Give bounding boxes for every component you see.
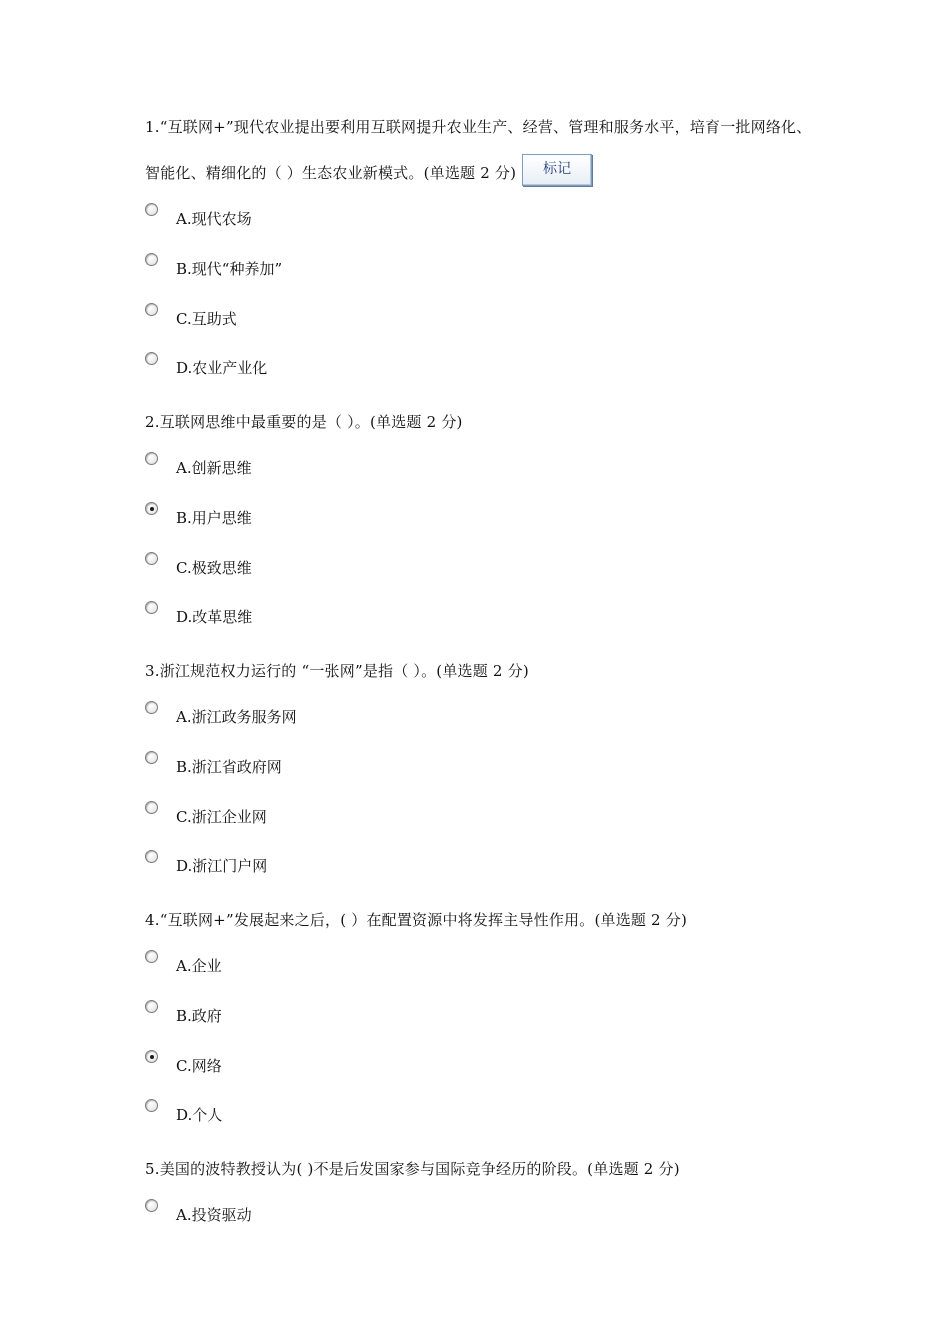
radio-button[interactable] — [145, 751, 158, 764]
q2-option-a[interactable] — [145, 452, 545, 488]
radio-button[interactable] — [145, 950, 158, 963]
q3-option-a[interactable] — [145, 701, 545, 737]
option-label: B.政府 — [176, 1007, 222, 1025]
question-1 — [145, 104, 825, 196]
q1-option-b[interactable] — [145, 253, 545, 289]
option-label: D.改革思维 — [176, 608, 253, 626]
q1-option-d[interactable] — [145, 352, 545, 388]
q1-option-c[interactable] — [145, 303, 545, 339]
option-label: A.投资驱动 — [176, 1206, 252, 1224]
question-2-text: 2.互联网思维中最重要的是（ ）。(单选题 2 分) — [145, 413, 463, 431]
q2-option-d[interactable] — [145, 601, 545, 637]
question-1-text: 1.“互联网+”现代农业提出要利用互联网提升农业生产、经营、管理和服务水平，培育一批网络化、智能化、精细化的（ ）生态农业新模式。(单选题 2 分) — [145, 118, 812, 182]
radio-button[interactable] — [145, 552, 158, 565]
option-label: B.浙江省政府网 — [176, 758, 282, 776]
radio-button[interactable] — [145, 203, 158, 216]
radio-button[interactable] — [145, 1199, 158, 1212]
option-label: D.农业产业化 — [176, 359, 268, 377]
q3-option-d[interactable] — [145, 850, 545, 886]
radio-button[interactable] — [145, 253, 158, 266]
option-label: B.现代“种养加” — [176, 260, 283, 278]
q3-option-c[interactable] — [145, 801, 545, 837]
radio-button[interactable] — [145, 1099, 158, 1112]
question-5-text: 5.美国的波特教授认为( )不是后发国家参与国际竞争经历的阶段。(单选题 2 分) — [145, 1160, 680, 1178]
q5-option-a[interactable] — [145, 1199, 545, 1235]
radio-button[interactable] — [145, 1050, 158, 1063]
option-label: D.浙江门户网 — [176, 857, 268, 875]
option-label: A.浙江政务服务网 — [176, 708, 297, 726]
radio-button[interactable] — [145, 801, 158, 814]
question-3 — [145, 648, 825, 694]
option-label: C.浙江企业网 — [176, 808, 267, 826]
option-label: A.创新思维 — [176, 459, 252, 477]
radio-button[interactable] — [145, 850, 158, 863]
radio-button[interactable] — [145, 303, 158, 316]
q2-option-b[interactable] — [145, 502, 545, 538]
q3-option-b[interactable] — [145, 751, 545, 787]
q4-option-c[interactable] — [145, 1050, 545, 1086]
option-label: A.企业 — [176, 957, 222, 975]
question-4 — [145, 897, 825, 943]
radio-button[interactable] — [145, 452, 158, 465]
option-label: C.互助式 — [176, 310, 237, 328]
question-5 — [145, 1146, 825, 1192]
q4-option-b[interactable] — [145, 1000, 545, 1036]
q4-option-d[interactable] — [145, 1099, 545, 1135]
option-label: A.现代农场 — [176, 210, 252, 228]
q4-option-a[interactable] — [145, 950, 545, 986]
option-label: B.用户思维 — [176, 509, 252, 527]
radio-button[interactable] — [145, 502, 158, 515]
q1-option-a[interactable] — [145, 203, 545, 239]
question-4-text: 4.“互联网+”发展起来之后，( ）在配置资源中将发挥主导性作用。(单选题 2 分) — [145, 911, 688, 929]
mark-button[interactable]: 标记 — [522, 154, 592, 186]
question-2 — [145, 399, 825, 445]
radio-button[interactable] — [145, 1000, 158, 1013]
radio-button[interactable] — [145, 352, 158, 365]
option-label: C.网络 — [176, 1057, 222, 1075]
option-label: D.个人 — [176, 1106, 223, 1124]
radio-button[interactable] — [145, 701, 158, 714]
q2-option-c[interactable] — [145, 552, 545, 588]
question-3-text: 3.浙江规范权力运行的 “一张网”是指（ ）。(单选题 2 分) — [145, 662, 529, 680]
option-label: C.极致思维 — [176, 559, 252, 577]
radio-button[interactable] — [145, 601, 158, 614]
